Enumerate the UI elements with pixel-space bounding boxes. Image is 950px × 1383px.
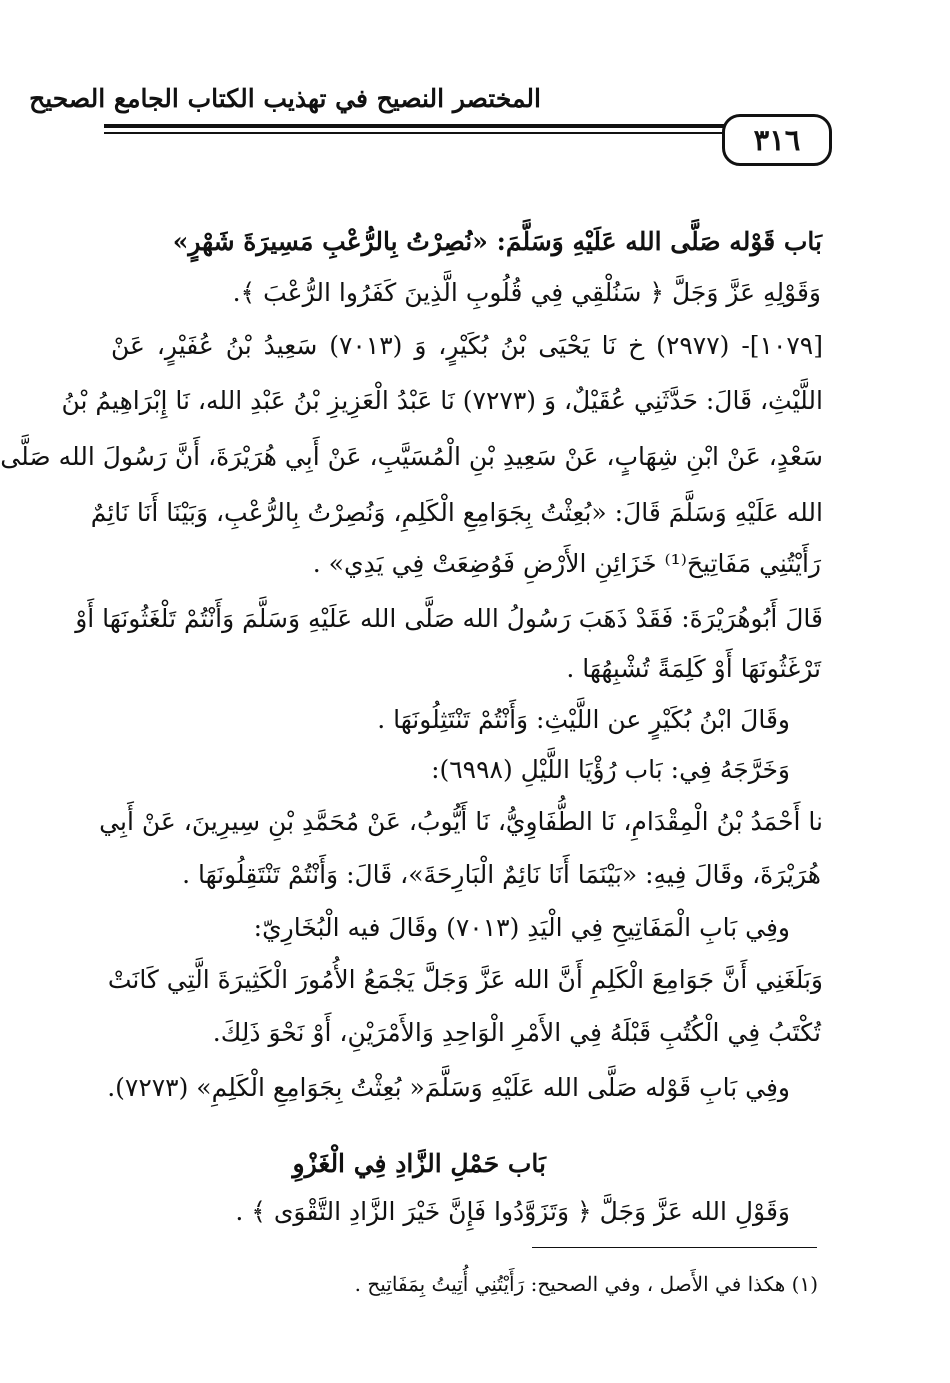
text-line: وفِي بَابِ قَوْله صَلَّى الله عَلَيْهِ وَسَلَّمَ« بُعِثْتُ بِجَوَامِعِ الْكَلِمِ» (٧٢٧٣). [107,1073,790,1102]
text-line: اللَّيْثِ، قَالَ: حَدَّثَنِي عُقَيْلٌ، وَ (٧٢٧٣) نَا عَبْدُ الْعَزِيزِ بْنُ عَبْدِ الله، نَا إِبْرَاهِيمُ بْنُ [61,386,823,415]
text-line: وَقَوْلِهِ عَزَّ وَجَلَّ ﴿ سَنُلْقِي فِي قُلُوبِ الَّذِينَ كَفَرُوا الرُّعْبَ ﴾. [232,278,821,307]
text-line: سَعْدٍ، عَنْ ابْنِ شِهَابٍ، عَنْ سَعِيدِ بْنِ الْمُسَيَّبِ، عَنْ أَبِي هُرَيْرَةَ، أَنَّ رَسُولَ الله صَلَّى [0,442,823,471]
text-line: قَالَ أَبُوهُرَيْرَةَ: فَقَدْ ذَهَبَ رَسُولُ الله صَلَّى الله عَلَيْهِ وَسَلَّمَ وَأَنْتُمْ تَلْغَثُونَهَا أَوْ [75,604,823,633]
text-line: نا أَحْمَدُ بْنُ الْمِقْدَامِ، نَا الطُّفَاوِيُّ، نَا أَيُّوبُ، عَنْ مُحَمَّدِ بْنِ سِيرِينَ، عَنْ أَبِي [99,807,823,836]
text-line: تَرْغَثُونَهَا أَوْ كَلِمَةً تُشْبِهُهَا . [566,654,821,683]
text-line: وقَالَ ابْنُ بُكَيْرٍ عن اللَّيْثِ: وَأَنْتُمْ تَنْتَثِلُونَهَا . [377,705,790,734]
text-line: هُرَيْرَةَ، وقَالَ فِيهِ: «بَيْنَمَا أَنَا نَائِمٌ الْبَارِحَةَ»، قَالَ: وَأَنْتُمْ تَنْتَقِلُونَهَا . [182,860,821,889]
page-number: ٣١٦ [722,114,832,166]
chapter-heading: بَاب حَمْلِ الزَّادِ فِي الْغَزْوِ [292,1149,546,1178]
text-line: رَأَيْتُنِي مَفَاتِيحَ⁽¹⁾ خَزَائِنِ الأَرْضِ فَوُضِعَتْ فِي يَدِي» . [312,549,821,578]
text-line: وَخَرَّجَهُ فِي: بَاب رُؤْيَا اللَّيْلِ (٦٩٩٨): [431,755,790,784]
header-rule-thick [104,124,724,128]
footnote: (١) هكذا في الأَصل ، وفي الصحيح: رَأَيْتُنِي أُتِيتُ بِمَفَاتِيح . [354,1272,818,1296]
text-line: وفِي بَابِ الْمَفَاتِيحِ فِي الْيَدِ (٧٠١٣) وقَالَ فيه الْبُخَارِيّ: [253,913,790,942]
text-line: [١٠٧٩]- (٢٩٧٧) خ نَا يَحْيَى بْنُ بُكَيْرٍ، وَ (٧٠١٣) سَعِيدُ بْنُ عُفَيْرٍ، عَنْ [111,331,823,360]
chapter-heading: بَاب قَوْله صَلَّى الله عَلَيْهِ وَسَلَّمَ: «نُصِرْتُ بِالرُّعْبِ مَسِيرَةَ شَهْرٍ» [172,227,822,256]
header-rule-thin [104,132,724,134]
text-line: الله عَلَيْهِ وَسَلَّمَ قَالَ: «بُعِثْتُ بِجَوَامِعِ الْكَلِمِ، وَنُصِرْتُ بِالرُّعْبِ، وَبَيْنَا أَنَا نَائِمٌ [90,498,823,527]
footnote-rule [532,1247,817,1248]
running-title: المختصر النصيح في تهذيب الكتاب الجامع الصحيح [29,84,541,113]
text-line: تُكْتَبُ فِي الْكُتُبِ قَبْلَهُ فِي الأَمْرِ الْوَاحِدِ وَالأَمْرَيْنِ، أَوْ نَحْوَ ذَلِكَ. [212,1018,821,1047]
text-line: وَبَلَغَنِي أَنَّ جَوَامِعَ الْكَلِمِ أَنَّ الله عَزَّ وَجَلَّ يَجْمَعُ الأُمُورَ الْكَثِيرَةَ الَّتِي كَانَتْ [107,965,823,994]
text-line: وَقَوْلِ الله عَزَّ وَجَلَّ ﴿ وَتَزَوَّدُوا فَإِنَّ خَيْرَ الزَّادِ التَّقْوَى ﴾ . [235,1197,790,1226]
